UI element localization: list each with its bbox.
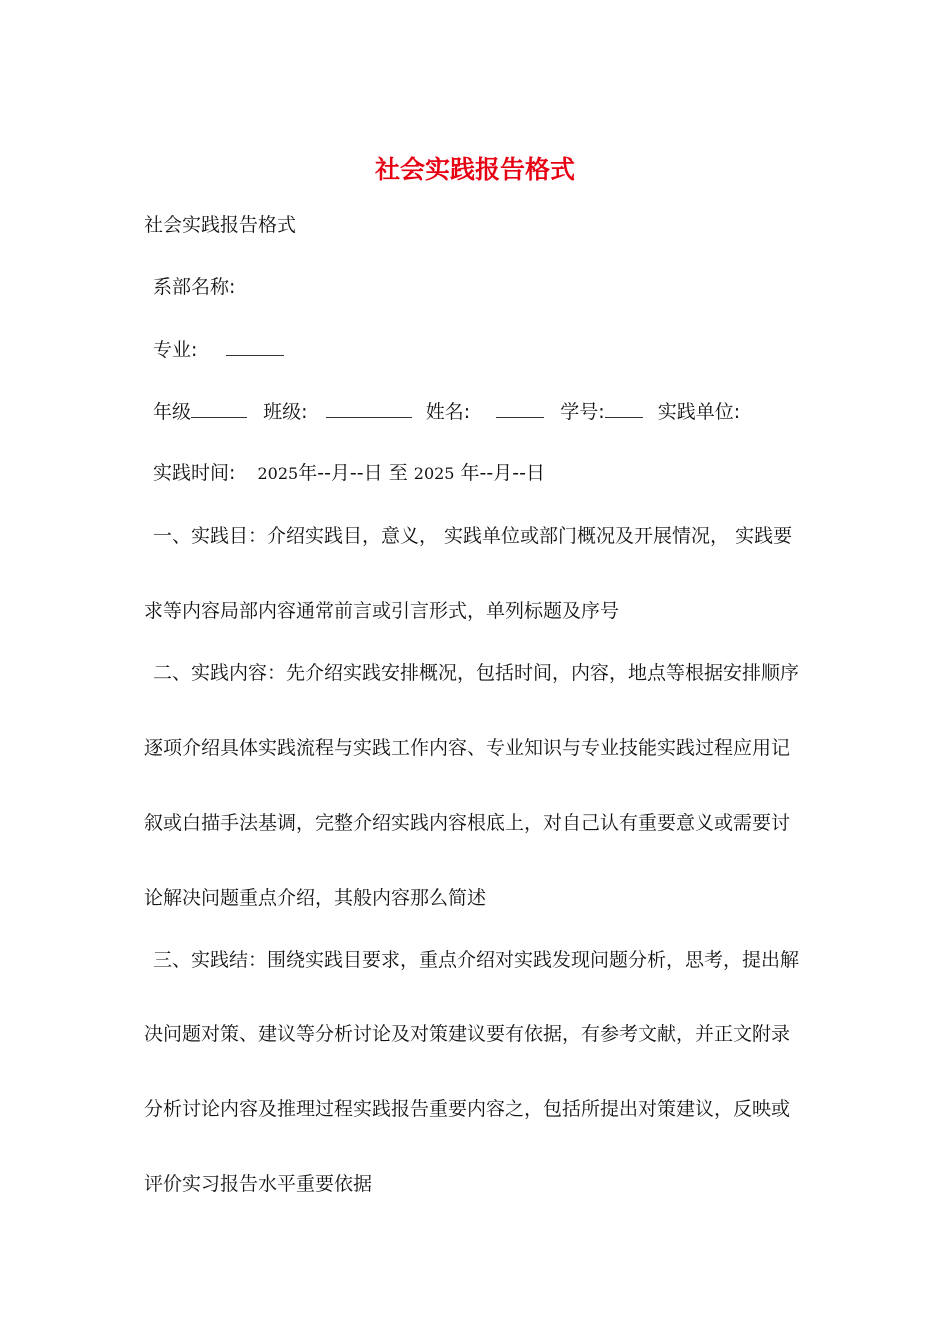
class-blank <box>326 399 412 418</box>
time-date-start: 年--月--日 <box>298 462 383 484</box>
time-date-end: 年--月--日 <box>460 462 545 484</box>
section-3-line-4: 评价实习报告水平重要依据 <box>144 1173 373 1195</box>
section-2-line-4: 论解决问题重点介绍，其般内容那么简述 <box>144 887 487 909</box>
info-row <box>153 399 740 424</box>
department-field <box>153 275 235 299</box>
section-3-line-1: 三、实践结：围绕实践目要求，重点介绍对实践发现问题分析，思考，提出解 <box>153 949 800 971</box>
section-3-line-2: 决问题对策、建议等分析讨论及对策建议要有依据，有参考文献，并正文附录 <box>144 1023 791 1045</box>
time-year-end: 2025 <box>413 464 455 483</box>
time-to: 至 <box>388 462 408 484</box>
student-id-label: 学号: <box>560 401 605 423</box>
time-label: 实践时间: <box>153 462 236 484</box>
student-id-blank <box>605 399 643 418</box>
time-year-start: 2025 <box>257 464 299 483</box>
unit-label: 实践单位: <box>657 401 741 423</box>
section-2-line-2: 逐项介绍具体实践流程与实践工作内容、专业知识与专业技能实践过程应用记 <box>144 737 791 759</box>
section-2-line-3: 叙或白描手法基调，完整介绍实践内容根底上，对自己认有重要意义或需要讨 <box>144 812 791 834</box>
grade-label: 年级 <box>153 401 192 423</box>
name-label: 姓名: <box>425 401 471 423</box>
document-title: 社会实践报告格式 <box>374 155 575 184</box>
class-label: 班级: <box>263 401 308 423</box>
major-blank <box>226 337 284 356</box>
section-3-line-3: 分析讨论内容及推理过程实践报告重要内容之，包括所提出对策建议，反映或 <box>144 1098 791 1120</box>
name-blank <box>496 399 544 418</box>
department-label: 系部名称: <box>153 276 236 298</box>
section-1-line-1: 一、实践目：介绍实践目，意义， 实践单位或部门概况及开展情况， 实践要 <box>153 525 793 547</box>
section-2-line-1: 二、实践内容：先介绍实践安排概况，包括时间，内容，地点等根据安排顺序 <box>153 662 800 684</box>
subtitle: 社会实践报告格式 <box>144 214 297 236</box>
major-field <box>153 337 284 362</box>
section-1-line-2: 求等内容局部内容通常前言或引言形式，单列标题及序号 <box>144 600 620 622</box>
major-label: 专业: <box>153 339 198 361</box>
time-row <box>153 461 545 486</box>
grade-blank <box>191 399 247 418</box>
